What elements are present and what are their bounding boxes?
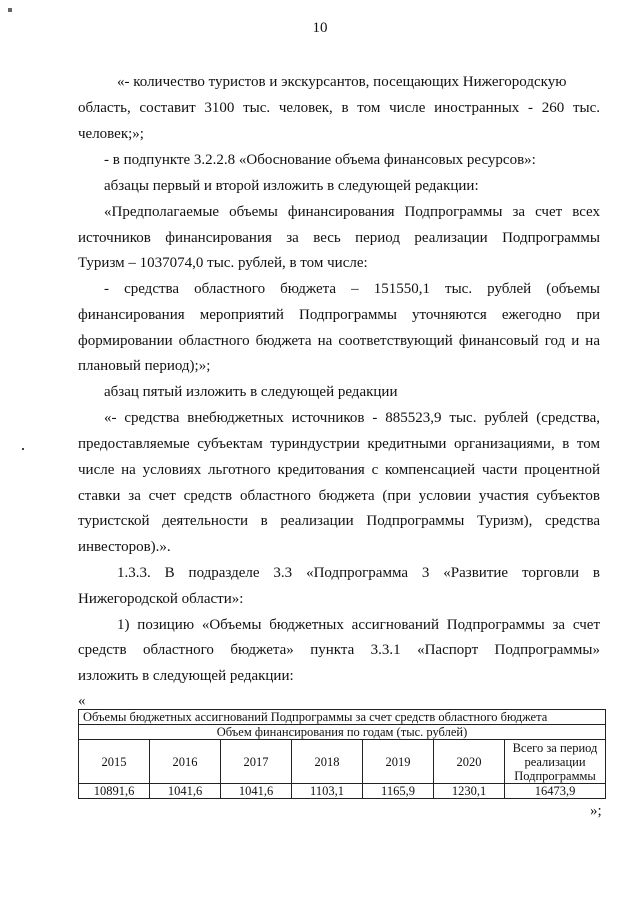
paragraph-line: 1) позицию «Объемы бюджетных ассигнований Подпрограммы за счет — [117, 617, 600, 633]
paragraph-line: абзац пятый изложить в следующей редакции — [104, 384, 398, 400]
quote-close: »; — [590, 803, 602, 819]
paragraph-line: человек;»; — [78, 126, 144, 142]
paragraph-line: - средства областного бюджета – 151550,1 тыс. рублей (объемы — [104, 281, 600, 297]
paragraph-line: формировании областного бюджета на соответствующий финансовый год и на — [78, 333, 600, 349]
table-cell: 1041,6 — [221, 784, 292, 799]
table-subtitle-row — [79, 725, 606, 740]
table-cell: 16473,9 — [505, 784, 606, 799]
table-cell: 1230,1 — [434, 784, 505, 799]
year-header: 2016 — [150, 740, 221, 784]
table-row — [79, 784, 606, 799]
table-header-row — [79, 740, 606, 784]
paragraph-line: - в подпункте 3.2.2.8 «Обоснование объема финансовых ресурсов»: — [104, 152, 536, 168]
year-header: 2019 — [363, 740, 434, 784]
scan-speck — [22, 448, 24, 450]
table-cell: 10891,6 — [79, 784, 150, 799]
total-header-line: Подпрограммы — [514, 768, 596, 783]
year-header: 2020 — [434, 740, 505, 784]
paragraph-line: область, составит 3100 тыс. человек, в том числе иностранных - 260 тыс. — [78, 100, 600, 116]
paragraph-line: числе на условиях льготного кредитования с компенсацией части процентной — [78, 462, 600, 478]
paragraph-line: Нижегородской области»: — [78, 591, 244, 607]
table-title: Объемы бюджетных ассигнований Подпрограммы за счет средств областного бюджета — [79, 710, 606, 725]
table-subtitle: Объем финансирования по годам (тыс. рублей) — [79, 725, 606, 740]
page-number: 10 — [312, 20, 328, 36]
paragraph-line: ставки за счет средств областного бюджета (при условии участия субъектов — [78, 488, 600, 504]
paragraph-line: «- средства внебюджетных источников - 885523,9 тыс. рублей (средства, — [104, 410, 600, 426]
table-cell: 1103,1 — [292, 784, 363, 799]
paragraph-line: 1.3.3. В подразделе 3.3 «Подпрограмма 3 «Развитие торговли в — [117, 565, 600, 581]
paragraph-line: Туризм – 1037074,0 тыс. рублей, в том числе: — [78, 255, 368, 271]
paragraph-line: «Предполагаемые объемы финансирования Подпрограммы за счет всех — [104, 204, 600, 220]
total-header-line: реализации — [524, 754, 586, 769]
total-header-line: Всего за период — [512, 740, 598, 755]
table-cell: 1165,9 — [363, 784, 434, 799]
paragraph-line: финансирования мероприятий Подпрограммы уточняются ежегодно при — [78, 307, 600, 323]
paragraph-line: инвесторов).». — [78, 539, 171, 555]
year-header: 2015 — [79, 740, 150, 784]
paragraph-line: источников финансирования за весь период реализации Подпрограммы — [78, 230, 600, 246]
paragraph-line: абзацы первый и второй изложить в следующей редакции: — [104, 178, 479, 194]
total-header — [505, 740, 606, 784]
paragraph-line: туристской деятельности в реализации Подпрограммы Туризм), средства — [78, 513, 600, 529]
quote-open: « — [78, 693, 86, 709]
paragraph-line: средств областного бюджета» пункта 3.3.1 «Паспорт Подпрограммы» — [78, 642, 600, 658]
paragraph-line: предоставляемые субъектам туриндустрии кредитными организациями, в том — [78, 436, 600, 452]
paragraph-line: «- количество туристов и экскурсантов, посещающих Нижегородскую — [117, 74, 567, 90]
financing-table — [78, 709, 606, 799]
year-header: 2018 — [292, 740, 363, 784]
paragraph-line: плановый период);»; — [78, 358, 211, 374]
year-header: 2017 — [221, 740, 292, 784]
table-cell: 1041,6 — [150, 784, 221, 799]
scan-speck — [8, 8, 12, 12]
paragraph-line: изложить в следующей редакции: — [78, 668, 294, 684]
table-title-row — [79, 710, 606, 725]
